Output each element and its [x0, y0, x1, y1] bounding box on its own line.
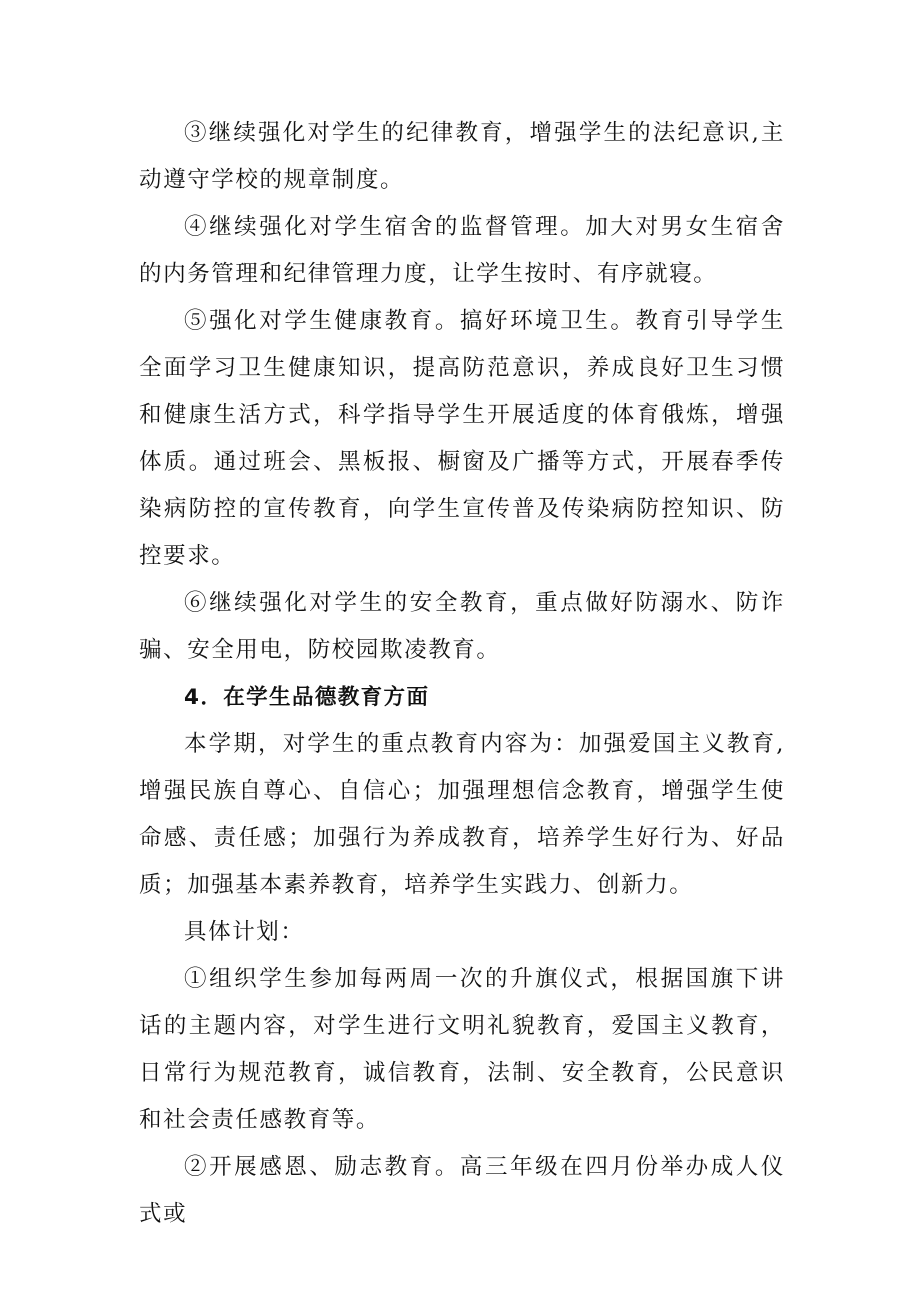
paragraph-moral-focus: 本学期，对学生的重点教育内容为：加强爱国主义教育,增强民族自尊心、自信心；加强理想信念教育，增强学生使命感、责任感；加强行为养成教育，培养学生好行为、好品质；加强基本素养教育，培养学生实践力、创新力。 — [139, 731, 785, 898]
paragraph-safety: ⑥继续强化对学生的安全教育，重点做好防溺水、防诈骗、安全用电，防校园欺凌教育。 — [139, 590, 785, 663]
paragraph-health: ⑤强化对学生健康教育。搞好环境卫生。教育引导学生全面学习卫生健康知识，提高防范意识，养成良好卫生习惯和健康生活方式，科学指导学生开展适度的体育俄炼，增强体质。通过班会、黑板报、橱窗及广播等方式，开展春季传染病防控的宣传教育，向学生宣传普及传染病防控知识、防控要求。 — [139, 308, 785, 569]
paragraph-flag-ceremony: ①组织学生参加每两周一次的升旗仪式，根据国旗下讲话的主题内容，对学生进行文明礼貌教育，爱国主义教育，日常行为规范教育，诚信教育，法制、安全教育，公民意识和社会责任感教育等。 — [139, 966, 785, 1133]
paragraph-gratitude: ②开展感恩、励志教育。高三年级在四月份举办成人仪式或 — [139, 1154, 785, 1227]
paragraph-dormitory: ④继续强化对学生宿舍的监督管理。加大对男女生宿舍的内务管理和纪律管理力度，让学生按时、有序就寝。 — [139, 214, 785, 287]
paragraph-plan-label: 具体计划： — [184, 919, 305, 945]
document-page — [139, 110, 785, 1238]
section-heading: 4．在学生品德教育方面 — [184, 685, 430, 710]
paragraph-discipline: ③继续强化对学生的纪律教育，增强学生的法纪意识,主动遵守学校的规章制度。 — [139, 120, 785, 193]
